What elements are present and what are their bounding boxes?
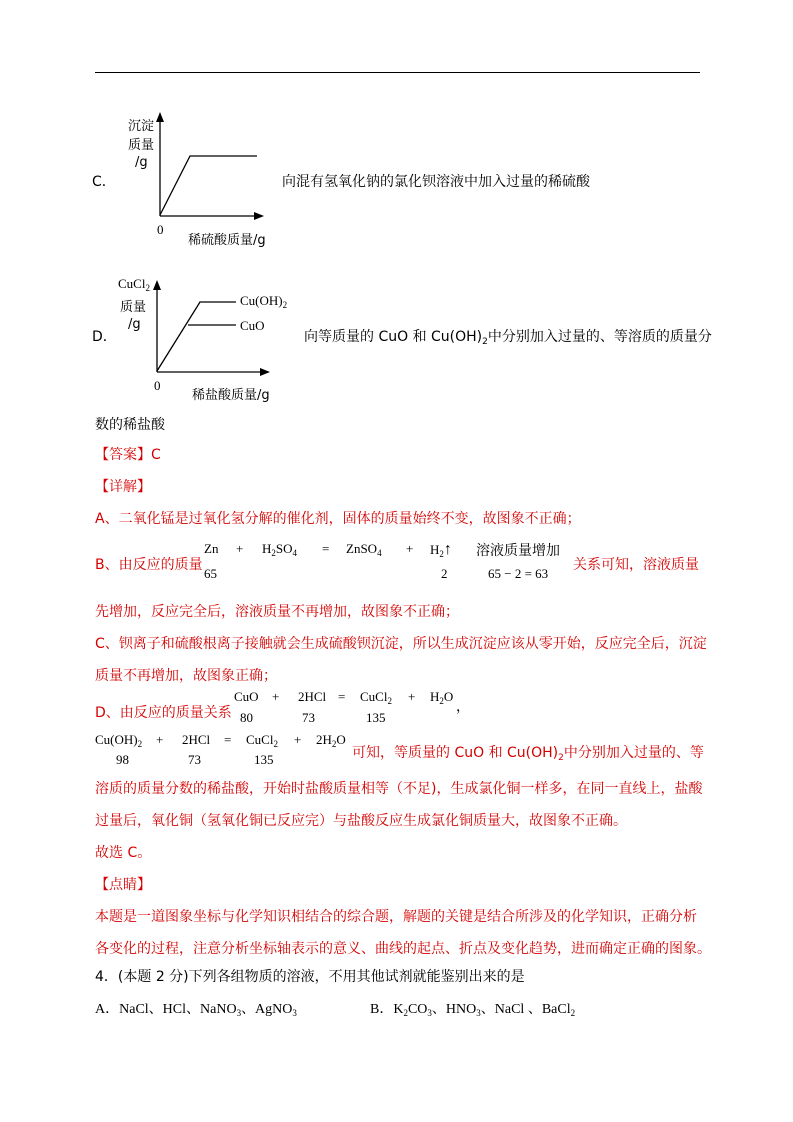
- graph-d-x-arrow: [260, 368, 270, 376]
- detail-b-pre: B、由反应的质量: [95, 557, 203, 573]
- q4-option-b: B．$K_2CO_3$、$HNO_3$、NaCl 、BaCl$_2$: [370, 1002, 576, 1018]
- eq-d2-plus2: +: [294, 732, 302, 747]
- answer-tag: 【答案】: [95, 447, 151, 463]
- eq-b-mass-calc: 65 − 2 = 63: [488, 566, 549, 581]
- eq-d1-comma: ，: [456, 699, 470, 715]
- eq-d2-mass-cuoh2: 98: [116, 752, 129, 767]
- q4-stem: 4．(本题 2 分)下列各组物质的溶液，不用其他试剂就能鉴别出来的是: [95, 969, 525, 985]
- eq-b-plus1: +: [236, 541, 244, 556]
- eq-d1-equals: =: [338, 689, 346, 704]
- detail-d-3: 过量后，氧化铜（氢氧化铜已反应完）与盐酸反应生成氯化铜质量大，故图象不正确。: [95, 813, 627, 829]
- graph-d-xlabel: 稀盐酸质量/g: [192, 388, 270, 403]
- option-c-text: 向混有氢氧化钠的氯化钡溶液中加入过量的稀硫酸: [282, 174, 590, 190]
- detail-b-cont: 先增加，反应完全后，溶液质量不再增加，故图象不正确；: [95, 604, 459, 620]
- detail-c-1: C、钡离子和硫酸根离子接触就会生成硫酸钡沉淀，所以生成沉淀应该从零开始，反应完全后，沉淀: [95, 636, 707, 652]
- eq-b-note: 溶液质量增加: [476, 543, 560, 559]
- graph-d-curve-upper-label: $Cu(OH)_2$: [240, 293, 288, 310]
- graph-d-ylabel-2: 质量: [120, 300, 147, 315]
- graph-d-curve-lower-label: CuO: [240, 318, 265, 333]
- detail-b-post: 关系可知，溶液质量: [573, 557, 699, 573]
- eq-d2-hcl: 2HCl: [182, 732, 211, 747]
- comment-tag: 【点睛】: [95, 877, 151, 893]
- answer-line: [95, 444, 161, 464]
- detail-d-pre: D、由反应的质量关系: [95, 705, 232, 721]
- eq-b-zn: Zn: [204, 541, 219, 556]
- graph-c-xlabel: 稀硫酸质量/g: [188, 233, 266, 248]
- option-d-text-cont: 数的稀盐酸: [95, 417, 165, 433]
- eq-b-h2: $H_2↑$: [430, 541, 452, 559]
- eq-d1-plus2: +: [408, 689, 416, 704]
- eq-b-mass-zn: 65: [204, 566, 217, 581]
- graph-d-curve-cuoh2: [157, 302, 236, 371]
- eq-b-plus2: +: [406, 541, 414, 556]
- graph-d-y-arrow: [153, 280, 161, 290]
- detail-choose: 故选 C。: [95, 845, 152, 861]
- graph-c-origin: 0: [157, 222, 164, 237]
- graph-c-ylabel-2: 质量: [128, 138, 155, 153]
- detail-c-2: 质量不再增加，故图象正确；: [95, 668, 277, 684]
- detail-tag: 【详解】: [95, 479, 151, 495]
- comment-line-1: 本题是一道图象坐标与化学知识相结合的综合题，解题的关键是结合所涉及的化学知识，正确分析: [95, 909, 697, 925]
- option-d-label: D．: [92, 329, 117, 345]
- graph-d-ylabel-3: /g: [128, 317, 141, 332]
- graph-c-ylabel-3: /g: [135, 155, 148, 170]
- eq-b-equals: =: [322, 541, 330, 556]
- eq-d2-mass-hcl: 73: [188, 752, 201, 767]
- eq-b-h2so4: $H_2SO_4$: [262, 541, 298, 558]
- eq-d2-h2o: $2H_2O$: [316, 732, 346, 749]
- graph-d-ylabel-1: CuCl$_2$: [118, 276, 150, 293]
- eq-d2-cuoh2: $Cu(OH)_2$: [95, 732, 143, 749]
- eq-d2-mass-cucl2: 135: [254, 752, 274, 767]
- eq-d1-cuo: CuO: [234, 689, 259, 704]
- graph-d-origin: 0: [154, 378, 161, 393]
- eq-d1-h2o: $H_2O$: [430, 689, 454, 706]
- eq-d1-plus1: +: [272, 689, 280, 704]
- eq-d2-plus1: +: [156, 732, 164, 747]
- eq-d2-equals: =: [224, 732, 232, 747]
- eq-d1-mass-cuo: 80: [240, 710, 253, 725]
- option-c-label: C．: [92, 174, 116, 190]
- detail-a: A、二氧化锰是过氧化氢分解的催化剂，固体的质量始终不变，故图象不正确；: [95, 511, 581, 527]
- eq-b-mass-h2: 2: [441, 566, 448, 581]
- answer-value: C: [151, 447, 161, 463]
- eq-d1-hcl: 2HCl: [298, 689, 327, 704]
- eq-d1-cucl2: CuCl$_2$: [360, 689, 392, 706]
- eq-d1-mass-cucl2: 135: [366, 710, 386, 725]
- q4-option-a: A．NaCl、HCl、NaNO$_3$、AgNO$_3$: [95, 1002, 297, 1018]
- detail-d-2: 溶质的质量分数的稀盐酸，开始时盐酸质量相等（不足)，生成氯化铜一样多，在同一直线上，盐酸: [95, 781, 703, 797]
- option-d-text: 向等质量的 CuO 和 $Cu(OH)_2$中分别加入过量的、等溶质的质量分: [304, 329, 712, 347]
- eq-d1-mass-hcl: 73: [302, 710, 315, 725]
- detail-d-post: 可知，等质量的 CuO 和 $Cu(OH)_2$中分别加入过量的、等: [352, 745, 704, 763]
- graph-c-ylabel-1: 沉淀: [128, 119, 155, 134]
- eq-b-znso4: ZnSO$_4$: [346, 541, 382, 558]
- comment-line-2: 各变化的过程，注意分析坐标轴表示的意义、曲线的起点、折点及变化趋势，进而确定正确的图象。: [95, 941, 711, 957]
- eq-d2-cucl2: CuCl$_2$: [246, 732, 278, 749]
